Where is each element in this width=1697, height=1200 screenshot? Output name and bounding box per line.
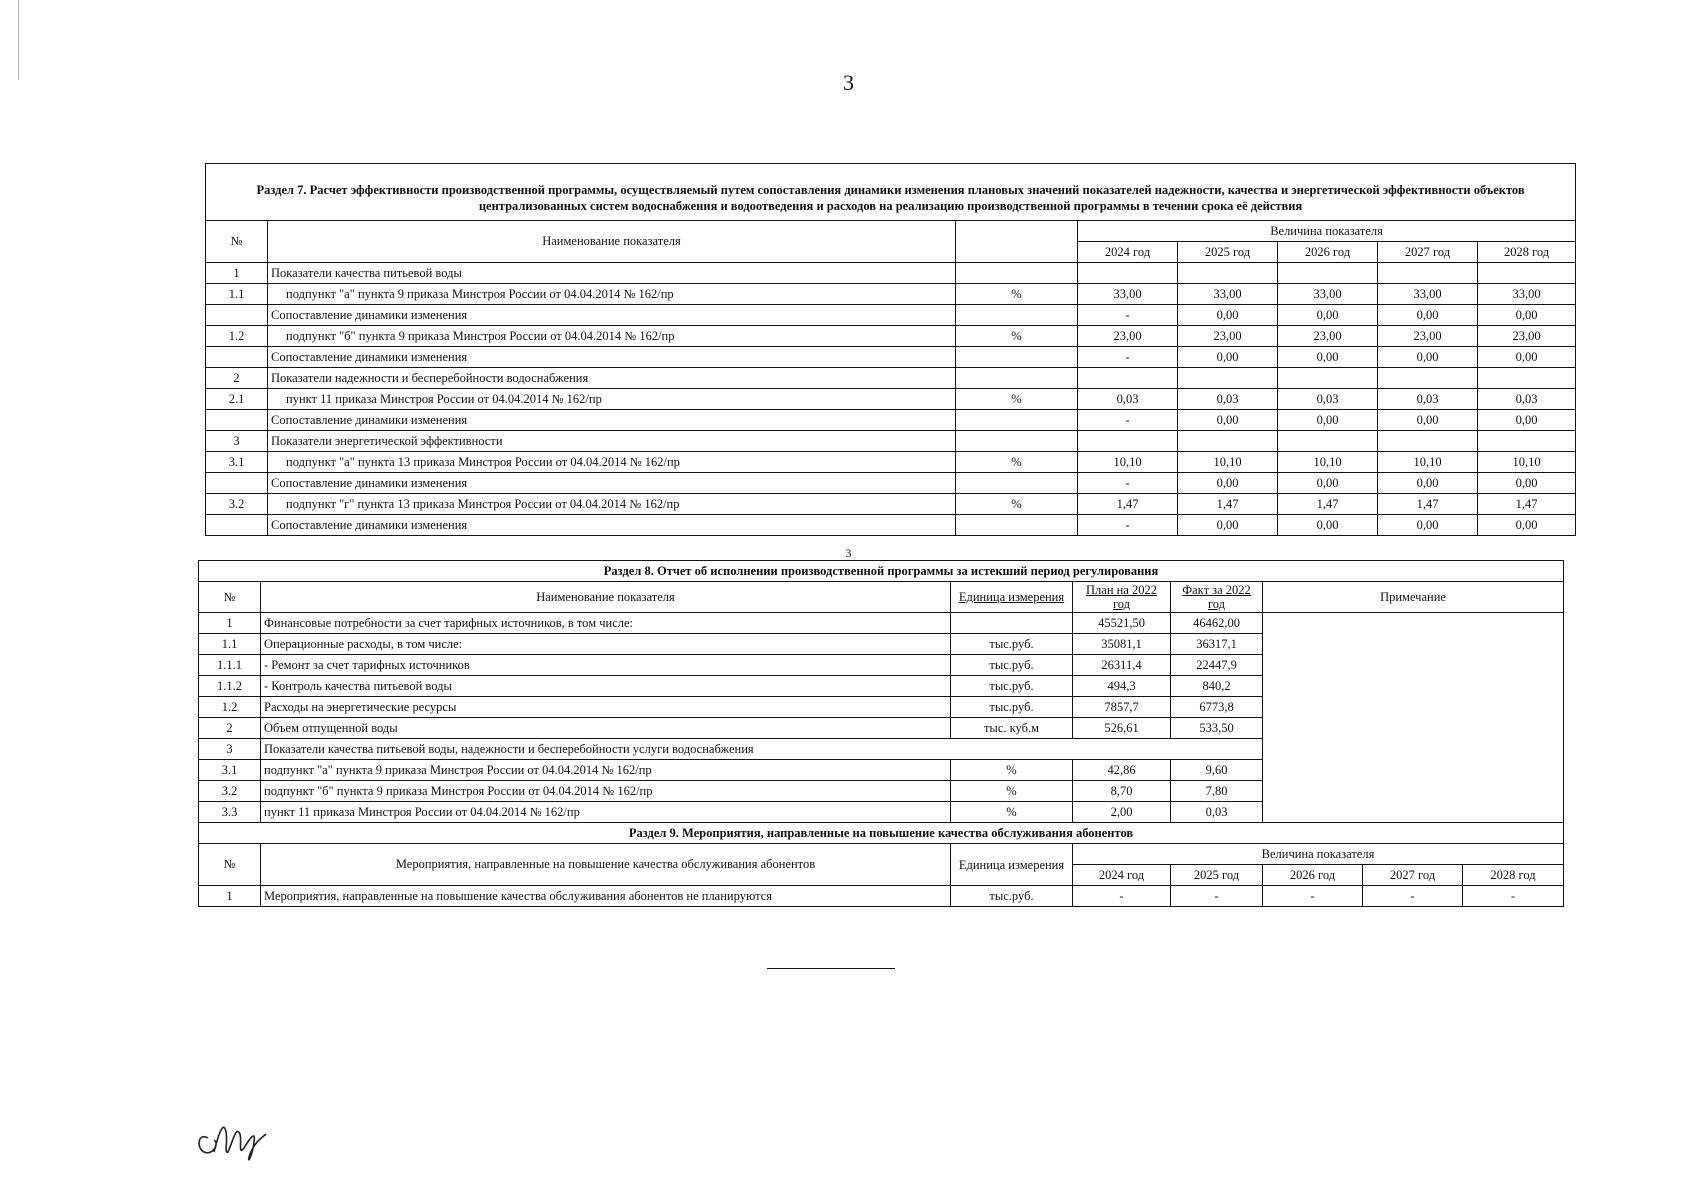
fact-value: 840,2 [1171, 676, 1263, 697]
col-unit-header [956, 221, 1078, 263]
col-name-header: Наименование показателя [268, 221, 956, 263]
indicator-name: пункт 11 приказа Минстроя России от 04.04.2014 № 162/пр [268, 389, 956, 410]
year-header: 2024 год [1078, 242, 1178, 263]
note-cell [1263, 613, 1564, 823]
unit-cell: % [951, 802, 1073, 823]
indicator-name: Сопоставление динамики изменения [268, 305, 956, 326]
indicator-name: Сопоставление динамики изменения [268, 347, 956, 368]
indicator-name: Показатели надежности и бесперебойности водоснабжения [268, 368, 956, 389]
value-cell: 0,00 [1378, 410, 1478, 431]
page-number: 3 [843, 70, 854, 95]
value-cell: 0,00 [1378, 347, 1478, 368]
value-cell: 0,03 [1078, 389, 1178, 410]
value-cell: 1,47 [1378, 494, 1478, 515]
value-cell [1478, 263, 1576, 284]
value-cell: - [1363, 886, 1463, 907]
year-header: 2024 год [1073, 865, 1171, 886]
handwritten-signature [190, 1108, 280, 1166]
unit-cell [951, 613, 1073, 634]
value-cell: 0,00 [1378, 515, 1478, 536]
row-number: 1.1.2 [199, 676, 261, 697]
col-no-header: № [206, 221, 268, 263]
row-number: 3 [199, 739, 261, 760]
year-header: 2025 год [1171, 865, 1263, 886]
value-cell: 0,00 [1178, 473, 1278, 494]
value-cell: 23,00 [1378, 326, 1478, 347]
row-number: 2.1 [206, 389, 268, 410]
value-cell: 10,10 [1078, 452, 1178, 473]
row-number: 2 [199, 718, 261, 739]
value-cell: 0,00 [1178, 515, 1278, 536]
table-row [199, 613, 1564, 634]
unit-cell: % [951, 760, 1073, 781]
row-number: 1.1.1 [199, 655, 261, 676]
value-cell [1478, 368, 1576, 389]
value-cell [1478, 431, 1576, 452]
value-cell: 33,00 [1478, 284, 1576, 305]
value-cell: 33,00 [1078, 284, 1178, 305]
year-header: 2025 год [1178, 242, 1278, 263]
row-number: 3.1 [206, 452, 268, 473]
table-row [206, 515, 1576, 536]
value-cell [1378, 431, 1478, 452]
row-number: 1.2 [206, 326, 268, 347]
row-number [206, 473, 268, 494]
value-cell: 0,00 [1278, 473, 1378, 494]
indicator-name: Показатели качества питьевой воды, надежности и бесперебойности услуги водоснабжения [261, 739, 1564, 760]
table-row [206, 473, 1576, 494]
unit-cell [956, 305, 1078, 326]
indicator-name: пункт 11 приказа Минстроя России от 04.04.2014 № 162/пр [261, 802, 951, 823]
table-row [206, 431, 1576, 452]
indicator-name: Расходы на энергетические ресурсы [261, 697, 951, 718]
table-row [206, 326, 1576, 347]
s8-col-unit: Единица измерения [951, 582, 1073, 613]
plan-value: 35081,1 [1073, 634, 1171, 655]
value-cell: 1,47 [1078, 494, 1178, 515]
s9-col-name: Мероприятия, направленные на повышение качества обслуживания абонентов [261, 844, 951, 886]
indicator-name: подпункт "а" пункта 9 приказа Минстроя России от 04.04.2014 № 162/пр [261, 760, 951, 781]
value-cell: 10,10 [1178, 452, 1278, 473]
mid-page-number: 3 [845, 546, 852, 560]
value-cell [1278, 431, 1378, 452]
value-cell: - [1078, 347, 1178, 368]
value-cell: 0,00 [1278, 347, 1378, 368]
unit-cell [956, 368, 1078, 389]
fact-value: 36317,1 [1171, 634, 1263, 655]
indicator-name: подпункт "б" пункта 9 приказа Минстроя России от 04.04.2014 № 162/пр [261, 781, 951, 802]
value-cell: 0,00 [1478, 410, 1576, 431]
section9-table [198, 822, 1564, 907]
unit-cell: % [956, 389, 1078, 410]
unit-cell: тыс.руб. [951, 697, 1073, 718]
year-header: 2027 год [1363, 865, 1463, 886]
table-row [206, 452, 1576, 473]
s8-col-note: Примечание [1263, 582, 1564, 613]
unit-cell: тыс.руб. [951, 634, 1073, 655]
indicator-name: подпункт "б" пункта 9 приказа Минстроя России от 04.04.2014 № 162/пр [268, 326, 956, 347]
plan-value: 494,3 [1073, 676, 1171, 697]
table-row [206, 389, 1576, 410]
value-cell: - [1078, 473, 1178, 494]
year-header: 2026 год [1263, 865, 1363, 886]
unit-cell: тыс.руб. [951, 655, 1073, 676]
unit-cell [956, 473, 1078, 494]
table-row [206, 368, 1576, 389]
row-number: 1.1 [199, 634, 261, 655]
fact-value: 46462,00 [1171, 613, 1263, 634]
table-row [199, 886, 1564, 907]
s8-col-no: № [199, 582, 261, 613]
value-cell: 33,00 [1378, 284, 1478, 305]
value-cell: 0,03 [1378, 389, 1478, 410]
value-cell: 0,00 [1178, 347, 1278, 368]
indicator-name: подпункт "г" пункта 13 приказа Минстроя России от 04.04.2014 № 162/пр [268, 494, 956, 515]
row-number: 3 [206, 431, 268, 452]
plan-value: 26311,4 [1073, 655, 1171, 676]
table-row [206, 410, 1576, 431]
table-row [206, 284, 1576, 305]
value-cell: 0,00 [1178, 410, 1278, 431]
value-cell: 0,03 [1178, 389, 1278, 410]
s9-col-value: Величина показателя [1073, 844, 1564, 865]
table-row [206, 347, 1576, 368]
value-cell: 0,00 [1478, 347, 1576, 368]
unit-cell: тыс.руб. [951, 676, 1073, 697]
section7-table [205, 163, 1576, 536]
value-cell [1178, 431, 1278, 452]
value-cell: 0,00 [1478, 473, 1576, 494]
s8-col-name: Наименование показателя [261, 582, 951, 613]
value-cell: 0,00 [1378, 473, 1478, 494]
indicator-name: подпункт "а" пункта 9 приказа Минстроя России от 04.04.2014 № 162/пр [268, 284, 956, 305]
value-cell: - [1078, 410, 1178, 431]
s8-col-plan: План на 2022 год [1073, 582, 1171, 613]
unit-cell [956, 515, 1078, 536]
plan-value: 7857,7 [1073, 697, 1171, 718]
indicator-name: Показатели качества питьевой воды [268, 263, 956, 284]
unit-cell: % [951, 781, 1073, 802]
row-number: 1 [199, 886, 261, 907]
value-cell: 0,00 [1378, 305, 1478, 326]
indicator-name: Сопоставление динамики изменения [268, 515, 956, 536]
indicator-name: Финансовые потребности за счет тарифных источников, в том числе: [261, 613, 951, 634]
unit-cell: тыс.руб. [951, 886, 1073, 907]
value-cell: 23,00 [1478, 326, 1576, 347]
plan-value: 42,86 [1073, 760, 1171, 781]
fact-value: 9,60 [1171, 760, 1263, 781]
value-cell: 1,47 [1278, 494, 1378, 515]
value-cell [1278, 368, 1378, 389]
row-number: 1.1 [206, 284, 268, 305]
value-cell: 33,00 [1278, 284, 1378, 305]
unit-cell: % [956, 326, 1078, 347]
s9-col-no: № [199, 844, 261, 886]
value-cell: 0,00 [1178, 305, 1278, 326]
row-number [206, 305, 268, 326]
value-cell: 0,03 [1478, 389, 1576, 410]
unit-cell: % [956, 494, 1078, 515]
fact-value: 6773,8 [1171, 697, 1263, 718]
unit-cell: % [956, 452, 1078, 473]
section8-block [198, 560, 1564, 907]
plan-value: 2,00 [1073, 802, 1171, 823]
value-cell: 23,00 [1178, 326, 1278, 347]
indicator-name: Сопоставление динамики изменения [268, 410, 956, 431]
value-cell: 10,10 [1378, 452, 1478, 473]
row-number: 3.3 [199, 802, 261, 823]
table-row [199, 739, 1564, 760]
indicator-name: - Ремонт за счет тарифных источников [261, 655, 951, 676]
row-number [206, 347, 268, 368]
value-cell: - [1171, 886, 1263, 907]
value-cell [1178, 263, 1278, 284]
value-cell: 0,00 [1278, 410, 1378, 431]
year-header: 2028 год [1463, 865, 1564, 886]
plan-value: 45521,50 [1073, 613, 1171, 634]
unit-cell [956, 410, 1078, 431]
row-number: 1 [199, 613, 261, 634]
fact-value: 0,03 [1171, 802, 1263, 823]
year-header: 2028 год [1478, 242, 1576, 263]
value-cell: 33,00 [1178, 284, 1278, 305]
value-cell: - [1078, 515, 1178, 536]
value-cell: 23,00 [1278, 326, 1378, 347]
value-cell [1078, 368, 1178, 389]
row-number: 3.2 [206, 494, 268, 515]
plan-value: 526,61 [1073, 718, 1171, 739]
value-cell: 0,00 [1278, 515, 1378, 536]
section9-title: Раздел 9. Мероприятия, направленные на повышение качества обслуживания абонентов [199, 823, 1564, 844]
row-number [206, 515, 268, 536]
indicator-name: подпункт "а" пункта 13 приказа Минстроя России от 04.04.2014 № 162/пр [268, 452, 956, 473]
indicator-name: Показатели энергетической эффективности [268, 431, 956, 452]
value-cell [1378, 263, 1478, 284]
year-header: 2026 год [1278, 242, 1378, 263]
section7-block [205, 163, 1576, 536]
value-cell: 1,47 [1178, 494, 1278, 515]
indicator-name: Сопоставление динамики изменения [268, 473, 956, 494]
value-cell [1178, 368, 1278, 389]
value-cell: - [1463, 886, 1564, 907]
unit-cell: % [956, 284, 1078, 305]
section8-table [198, 560, 1564, 823]
fact-value: 533,50 [1171, 718, 1263, 739]
value-cell [1078, 263, 1178, 284]
value-cell: 0,00 [1278, 305, 1378, 326]
unit-cell: тыс. куб.м [951, 718, 1073, 739]
unit-cell [956, 263, 1078, 284]
year-header: 2027 год [1378, 242, 1478, 263]
scan-edge-mark [18, 0, 21, 80]
value-cell [1278, 263, 1378, 284]
fact-value: 7,80 [1171, 781, 1263, 802]
table-row [206, 305, 1576, 326]
value-cell: 10,10 [1278, 452, 1378, 473]
value-cell: - [1078, 305, 1178, 326]
value-cell: 1,47 [1478, 494, 1576, 515]
unit-cell [956, 431, 1078, 452]
row-number: 1 [206, 263, 268, 284]
value-cell [1078, 431, 1178, 452]
value-cell: - [1263, 886, 1363, 907]
measure-name: Мероприятия, направленные на повышение качества обслуживания абонентов не планируются [261, 886, 951, 907]
value-cell: 0,00 [1478, 515, 1576, 536]
indicator-name: Операционные расходы, в том числе: [261, 634, 951, 655]
value-cell: 0,00 [1478, 305, 1576, 326]
value-cell: 10,10 [1478, 452, 1576, 473]
indicator-name: Объем отпущенной воды [261, 718, 951, 739]
section7-title: Раздел 7. Расчет эффективности производственной программы, осуществляемый путем сопоставления динамики изменения плановых значений показателей надежности, качества и энергетической эффективности объектов централизованных систем водоснабжения и водоотведения и расходов на реализацию производственной программы в течении срока её действия [206, 164, 1576, 221]
section8-title: Раздел 8. Отчет об исполнении производственной программы за истекший период регулирования [199, 561, 1564, 582]
row-number: 2 [206, 368, 268, 389]
closing-rule [767, 968, 895, 969]
fact-value: 22447,9 [1171, 655, 1263, 676]
unit-cell [956, 347, 1078, 368]
row-number [206, 410, 268, 431]
row-number: 3.2 [199, 781, 261, 802]
indicator-name: - Контроль качества питьевой воды [261, 676, 951, 697]
value-cell: 23,00 [1078, 326, 1178, 347]
col-value-header: Величина показателя [1078, 221, 1576, 242]
value-cell: - [1073, 886, 1171, 907]
table-row [206, 263, 1576, 284]
s8-col-fact: Факт за 2022 год [1171, 582, 1263, 613]
value-cell [1378, 368, 1478, 389]
value-cell: 0,03 [1278, 389, 1378, 410]
row-number: 1.2 [199, 697, 261, 718]
row-number: 3.1 [199, 760, 261, 781]
s9-col-unit: Единица измерения [951, 844, 1073, 886]
table-row [206, 494, 1576, 515]
plan-value: 8,70 [1073, 781, 1171, 802]
